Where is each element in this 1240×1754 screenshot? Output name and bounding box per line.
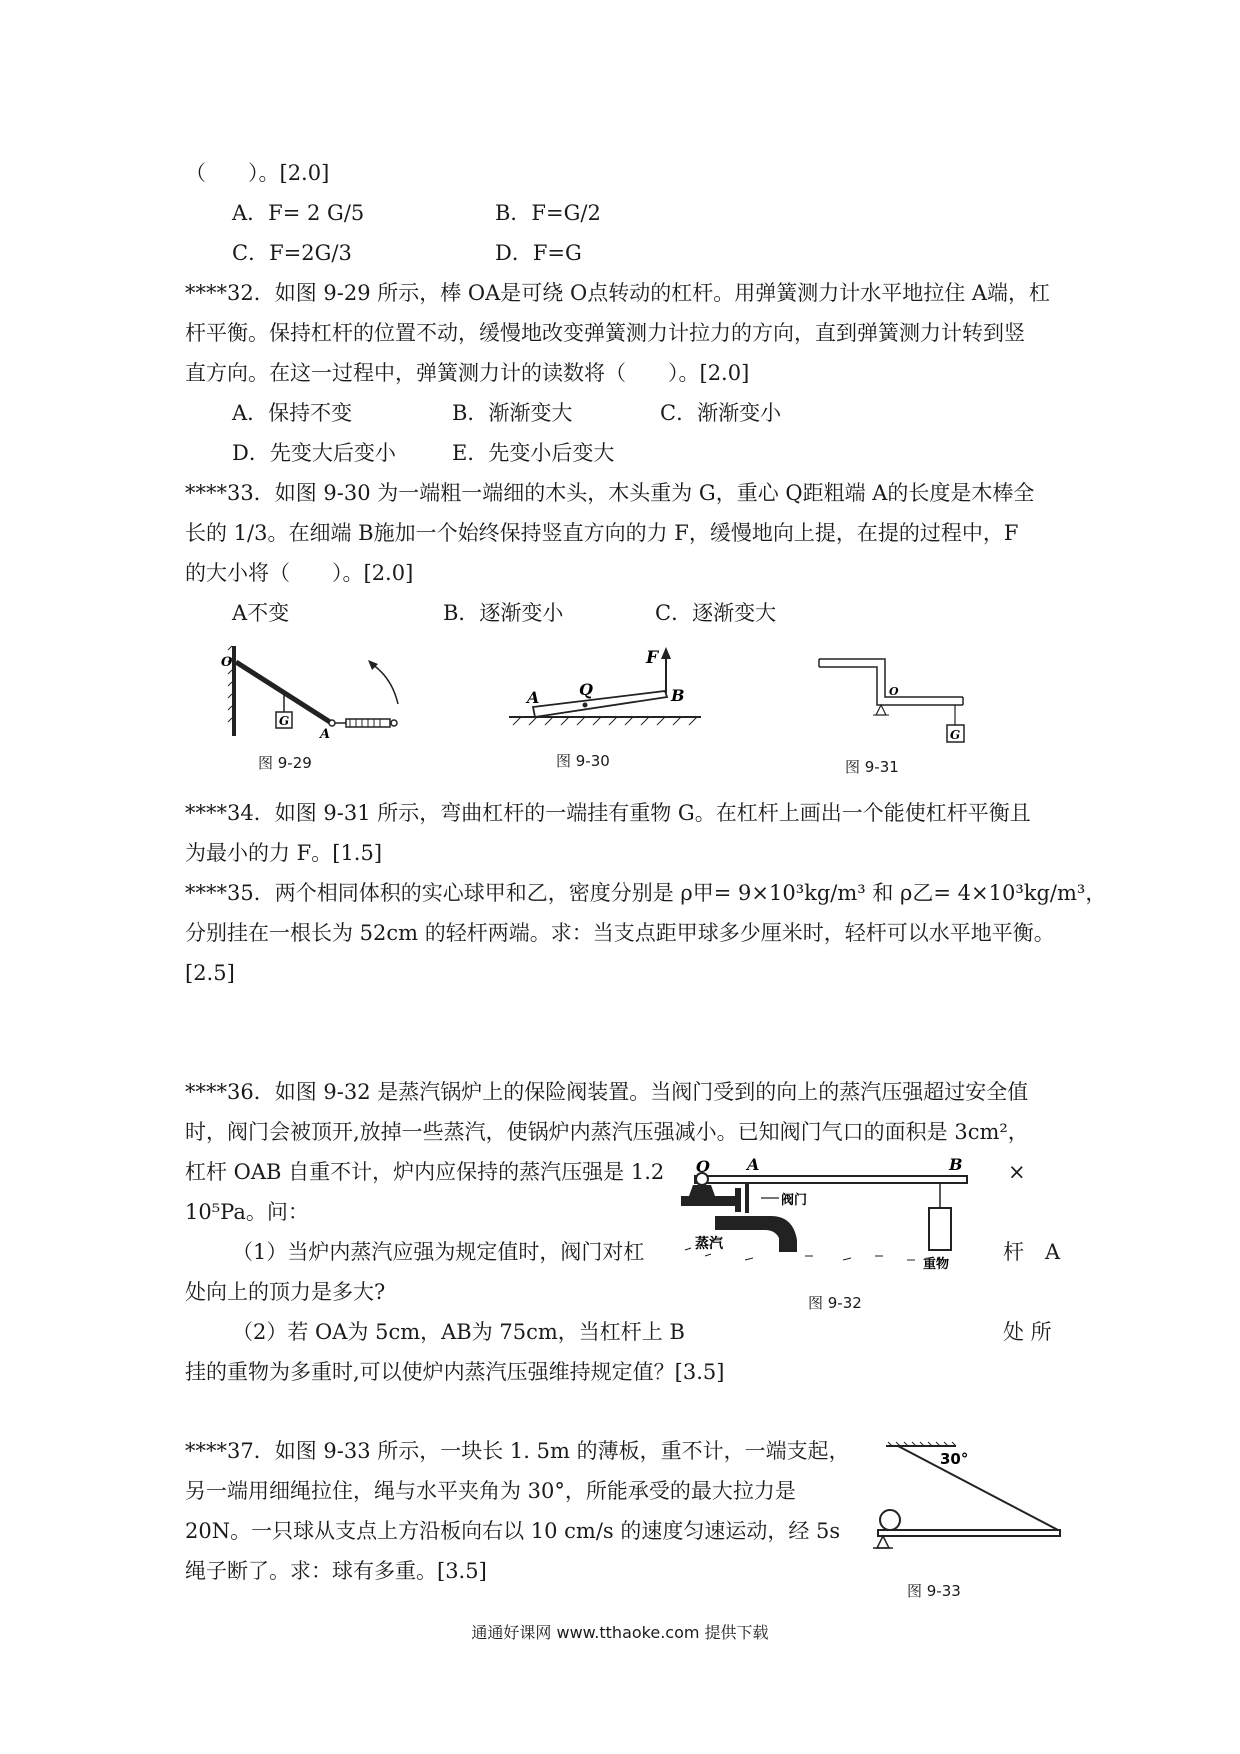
fig929-label-g: G — [279, 714, 290, 728]
figure-9-31-caption: 图 9-31 — [845, 758, 899, 776]
q36-line-3-tail: × — [1008, 1160, 1026, 1184]
fig933-label-angle: 30° — [940, 1450, 969, 1468]
q36-line-4: 10⁵Pa。问： — [185, 1200, 309, 1224]
fig929-label-a: A — [320, 727, 331, 740]
fig930-label-b: B — [671, 686, 685, 705]
fig931-label-o: O — [889, 685, 899, 698]
q31-option-b: B．F=G/2 — [495, 201, 601, 225]
q32-line-3: 直方向。在这一过程中，弹簧测力计的读数将（ ）。[2.0] — [185, 361, 750, 385]
q32-option-d: D．先变大后变小 — [232, 441, 396, 465]
figure-9-32 — [675, 1152, 985, 1284]
fig930-label-f: F — [646, 648, 659, 668]
q33-line-1: ****33．如图 9-30 为一端粗一端细的木头，木头重为 G，重心 Q距粗端 A的长度是木棒全 — [185, 481, 1035, 505]
q37-line-4: 绳子断了。求：球有多重。[3.5] — [185, 1559, 487, 1583]
q32-line-1: ****32．如图 9-29 所示，棒 OA是可绕 O点转动的杠杆。用弹簧测力计水平地拉住 A端，杠 — [185, 281, 1051, 305]
figure-9-29-caption: 图 9-29 — [258, 754, 312, 772]
fig929-label-o: O — [221, 655, 233, 670]
figure-9-33 — [868, 1432, 1068, 1572]
figure-9-33-caption: 图 9-33 — [907, 1582, 961, 1600]
q32-option-a: A．保持不变 — [232, 401, 353, 425]
figure-9-32-caption: 图 9-32 — [808, 1294, 862, 1312]
q37-line-3: 20N。一只球从支点上方沿板向右以 10 cm/s 的速度匀速运动，经 5s — [185, 1519, 841, 1543]
q31-option-d: D．F=G — [495, 241, 582, 265]
q37-line-1: ****37．如图 9-33 所示，一块长 1. 5m 的薄板，重不计，一端支起， — [185, 1439, 850, 1463]
q32-option-b: B．渐渐变大 — [452, 401, 573, 425]
q33-line-2: 长的 1/3。在细端 B施加一个始终保持竖直方向的力 F，缓慢地向上提，在提的过程中，F — [185, 521, 1019, 545]
fig930-label-q: Q — [579, 680, 593, 699]
q35-line-2: 分别挂在一根长为 52cm 的轻杆两端。求：当支点距甲球多少厘米时，轻杆可以水平地平衡。 — [185, 921, 1055, 945]
figure-9-30 — [505, 645, 705, 740]
q33-option-a: A不变 — [232, 601, 290, 625]
fig932-label-weight: 重物 — [923, 1257, 950, 1272]
q31-stem-end: （ ）。[2.0] — [185, 161, 330, 185]
q34-line-2: 为最小的力 F。[1.5] — [185, 841, 383, 865]
q36-line-5: （1）当炉内蒸汽应强为规定值时，阀门对杠 — [232, 1240, 645, 1264]
q36-line-3: 杠杆 OAB 自重不计，炉内应保持的蒸汽压强是 1.2 — [185, 1160, 665, 1184]
figure-9-30-caption: 图 9-30 — [556, 752, 610, 770]
q35-line-1: ****35．两个相同体积的实心球甲和乙，密度分别是 ρ甲= 9×10³kg/m³ 和 ρ乙= 4×10³kg/m³， — [185, 881, 1107, 905]
q32-option-c: C．渐渐变小 — [660, 401, 782, 425]
q36-line-6: 处向上的顶力是多大? — [185, 1280, 386, 1304]
fig932-label-valve: 阀门 — [781, 1193, 808, 1208]
q35-line-3: [2.5] — [185, 961, 235, 985]
q32-line-2: 杆平衡。保持杠杆的位置不动，缓慢地改变弹簧测力计拉力的方向，直到弹簧测力计转到竖 — [185, 321, 1025, 345]
fig932-label-a: A — [747, 1155, 760, 1174]
fig931-label-g: G — [950, 728, 961, 742]
fig932-label-steam: 蒸汽 — [695, 1236, 723, 1252]
figure-9-31 — [815, 655, 975, 750]
q36-line-7: （2）若 OA为 5cm，AB为 75cm，当杠杆上 B — [232, 1320, 685, 1344]
page-footer: 通通好课网 www.tthaoke.com 提供下载 — [471, 1623, 769, 1642]
q33-option-c: C．逐渐变大 — [655, 601, 777, 625]
q31-option-a: A．F= 2 G/5 — [232, 201, 365, 225]
fig930-label-a: A — [527, 688, 540, 707]
q36-line-5-tail: 杆 A — [1003, 1240, 1061, 1264]
q36-line-8: 挂的重物为多重时,可以使炉内蒸汽压强维持规定值？[3.5] — [185, 1360, 725, 1384]
fig932-label-b: B — [949, 1155, 963, 1174]
q37-line-2: 另一端用细绳拉住，绳与水平夹角为 30°，所能承受的最大拉力是 — [185, 1479, 796, 1503]
q31-option-c: C．F=2G/3 — [232, 241, 352, 265]
q36-line-7-tail: 处 所 — [1003, 1320, 1052, 1344]
fig932-label-o: O — [696, 1157, 710, 1176]
q33-option-b: B．逐渐变小 — [443, 601, 564, 625]
q33-line-3: 的大小将（ ）。[2.0] — [185, 561, 414, 585]
q36-line-1: ****36．如图 9-32 是蒸汽锅炉上的保险阀装置。当阀门受到的向上的蒸汽压强超过安全值 — [185, 1080, 1029, 1104]
figure-9-29 — [220, 640, 410, 740]
q32-option-e: E．先变小后变大 — [452, 441, 615, 465]
q36-line-2: 时，阀门会被顶开,放掉一些蒸汽，使锅炉内蒸汽压强减小。已知阀门气口的面积是 3cm²， — [185, 1120, 1029, 1144]
q34-line-1: ****34．如图 9-31 所示，弯曲杠杆的一端挂有重物 G。在杠杆上画出一个能使杠杆平衡且 — [185, 801, 1031, 825]
